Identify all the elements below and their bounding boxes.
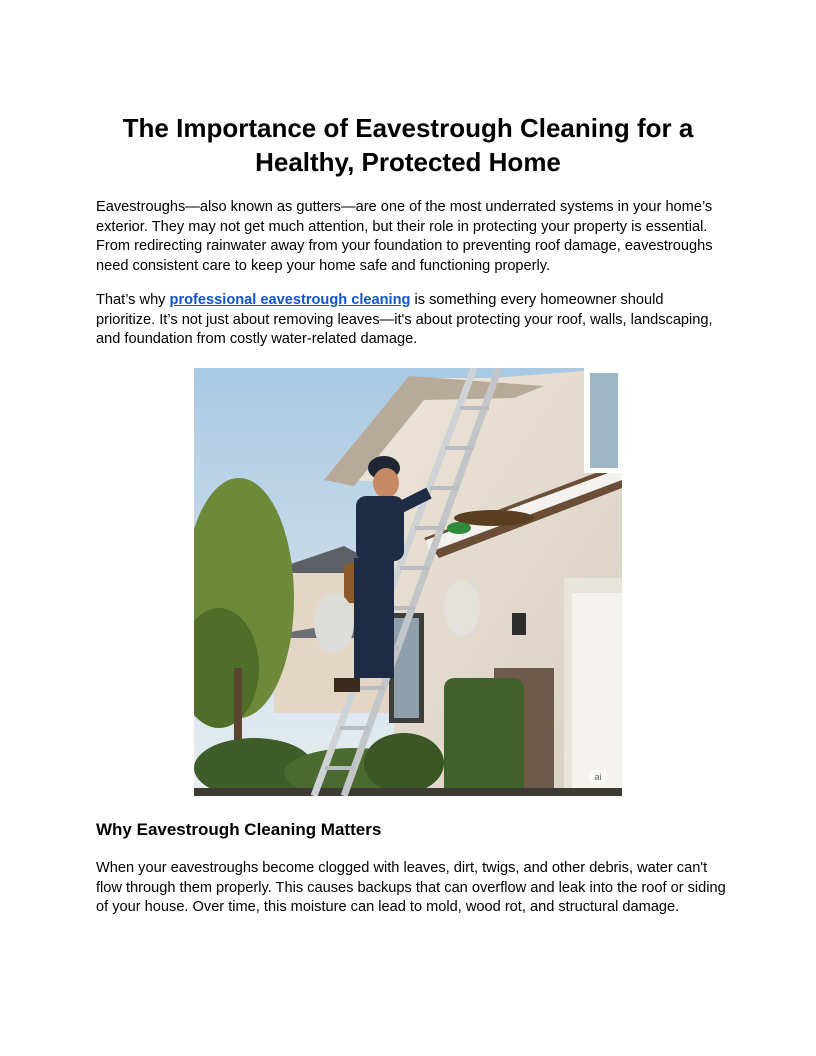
second-paragraph-lead: That’s why [96, 292, 170, 308]
section-paragraph: When your eavestroughs become clogged with leaves, dirt, twigs, and other debris, water can't flow through them properly. This causes backups that can overflow and leak into the roof or siding of your house. Over time, this moisture can lead to mold, wood rot, and structural damage. [96, 860, 726, 916]
second-paragraph-tail: is something every homeowner should prioritize. It’s not just about removing leaves—it's about protecting your roof, walls, landscaping, and foundation from costly water-related damage. [96, 292, 713, 348]
professional-cleaning-link[interactable]: professional eavestrough cleaning [169, 292, 411, 308]
photo-illustration [194, 368, 622, 796]
second-paragraph [96, 291, 726, 350]
article-photo [194, 368, 622, 796]
ai-badge: ai [588, 770, 608, 784]
intro-paragraph: Eavestroughs—also known as gutters—are one of the most underrated systems in your home’s exterior. They may not get much attention, but their role in protecting your property is essential. From redirecting rainwater away from your foundation to preventing roof damage, eavestroughs need consistent care to keep your home safe and functioning properly. [96, 199, 713, 274]
page-title: The Importance of Eavestrough Cleaning for a Healthy, Protected Home [122, 113, 694, 177]
section-heading: Why Eavestrough Cleaning Matters [96, 820, 382, 839]
